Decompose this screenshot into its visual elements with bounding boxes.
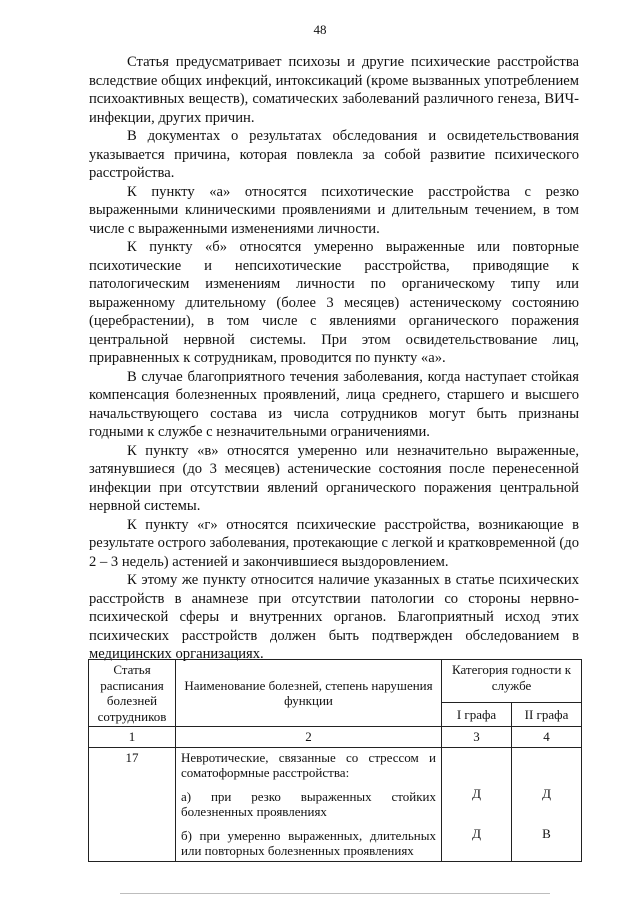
paragraph: К пункту «г» относятся психические расстройства, возникающие в результате острого заболевания, протекающие с легкой и кратковременной (до 2 – 3 недель) астенией и закончившиеся выздоровлением. (89, 516, 579, 570)
column-number: 4 (512, 727, 582, 748)
disease-description (176, 747, 442, 861)
category-value: Д (472, 785, 481, 801)
column-number: 1 (89, 727, 176, 748)
header-article: Статья расписания болезней сотрудников (89, 660, 176, 727)
disease-item: а) при резко выраженных стойких болезненных проявлениях (181, 788, 436, 819)
disease-item: б) при умеренно выраженных, длительных или повторных болезненных проявлениях (181, 827, 436, 858)
header-disease-name: Наименование болезней, степень нарушения функции (176, 660, 442, 727)
header-category: Категория годности к службе (442, 660, 582, 703)
paragraph: К этому же пункту относится наличие указанных в статье психических расстройств в анамнезе при отсутствии патологии со стороны нервно-психической сферы и внутренних органов. Благоприятный исход этих психических расстройств должен быть подтвержден обследованием в медицинских организациях. (89, 572, 579, 662)
header-column-1: I графа (442, 702, 512, 726)
column-number-row (89, 727, 582, 748)
header-column-2: II графа (512, 702, 582, 726)
article-number: 17 (89, 747, 176, 861)
column-number: 3 (442, 727, 512, 748)
diseases-table (88, 659, 582, 862)
category-column-2 (512, 747, 582, 861)
column-number: 2 (176, 727, 442, 748)
paragraph: К пункту «а» относятся психотические расстройства с резко выраженными клиническими проявлениями и длительным течением, в том числе с выраженными изменениями личности. (89, 183, 579, 237)
scan-edge-line (120, 893, 550, 894)
paragraph: К пункту «в» относятся умеренно или незначительно выраженные, затянувшиеся (до 3 месяцев) астенические состояния после перенесенной инфекции при отсутствии явлений органического поражения центральной нервной системы. (89, 442, 579, 514)
body-text (89, 53, 579, 664)
category-column-1 (442, 747, 512, 861)
disease-title: Невротические, связанные со стрессом и соматоформные расстройства: (181, 749, 436, 780)
paragraph: К пункту «б» относятся умеренно выраженные или повторные психотические и непсихотические расстройства, приводящие к патологическим изменениям личности по органическому типу или выраженному длительному (более 3 месяцев) астеническому состоянию (церебрастении), в том числе с явлениями органического поражения центральной нервной системы. При этом освидетельствование лиц, приравненных к сотрудникам, проводится по пункту «а». (89, 239, 579, 366)
paragraph: В документах о результатах обследования и освидетельствования указывается причина, которая повлекла за собой развитие психического расстройства. (89, 128, 579, 181)
category-value: Д (542, 785, 551, 801)
category-value: Д (472, 825, 481, 841)
category-value: В (542, 825, 551, 841)
table-row (89, 747, 582, 861)
paragraph: В случае благоприятного течения заболевания, когда наступает стойкая компенсация болезненных проявлений, лица среднего, старшего и высшего начальствующего состава из числа сотрудников могут быть признаны годными к службе с незначительными ограничениями. (89, 368, 579, 440)
paragraph: Статья предусматривает психозы и другие психические расстройства вследствие общих инфекций, интоксикаций (кроме вызванных употреблением психоактивных веществ), соматических заболеваний различного генеза, ВИЧ-инфекции, других причин. (89, 54, 579, 126)
page-number: 48 (313, 22, 327, 37)
